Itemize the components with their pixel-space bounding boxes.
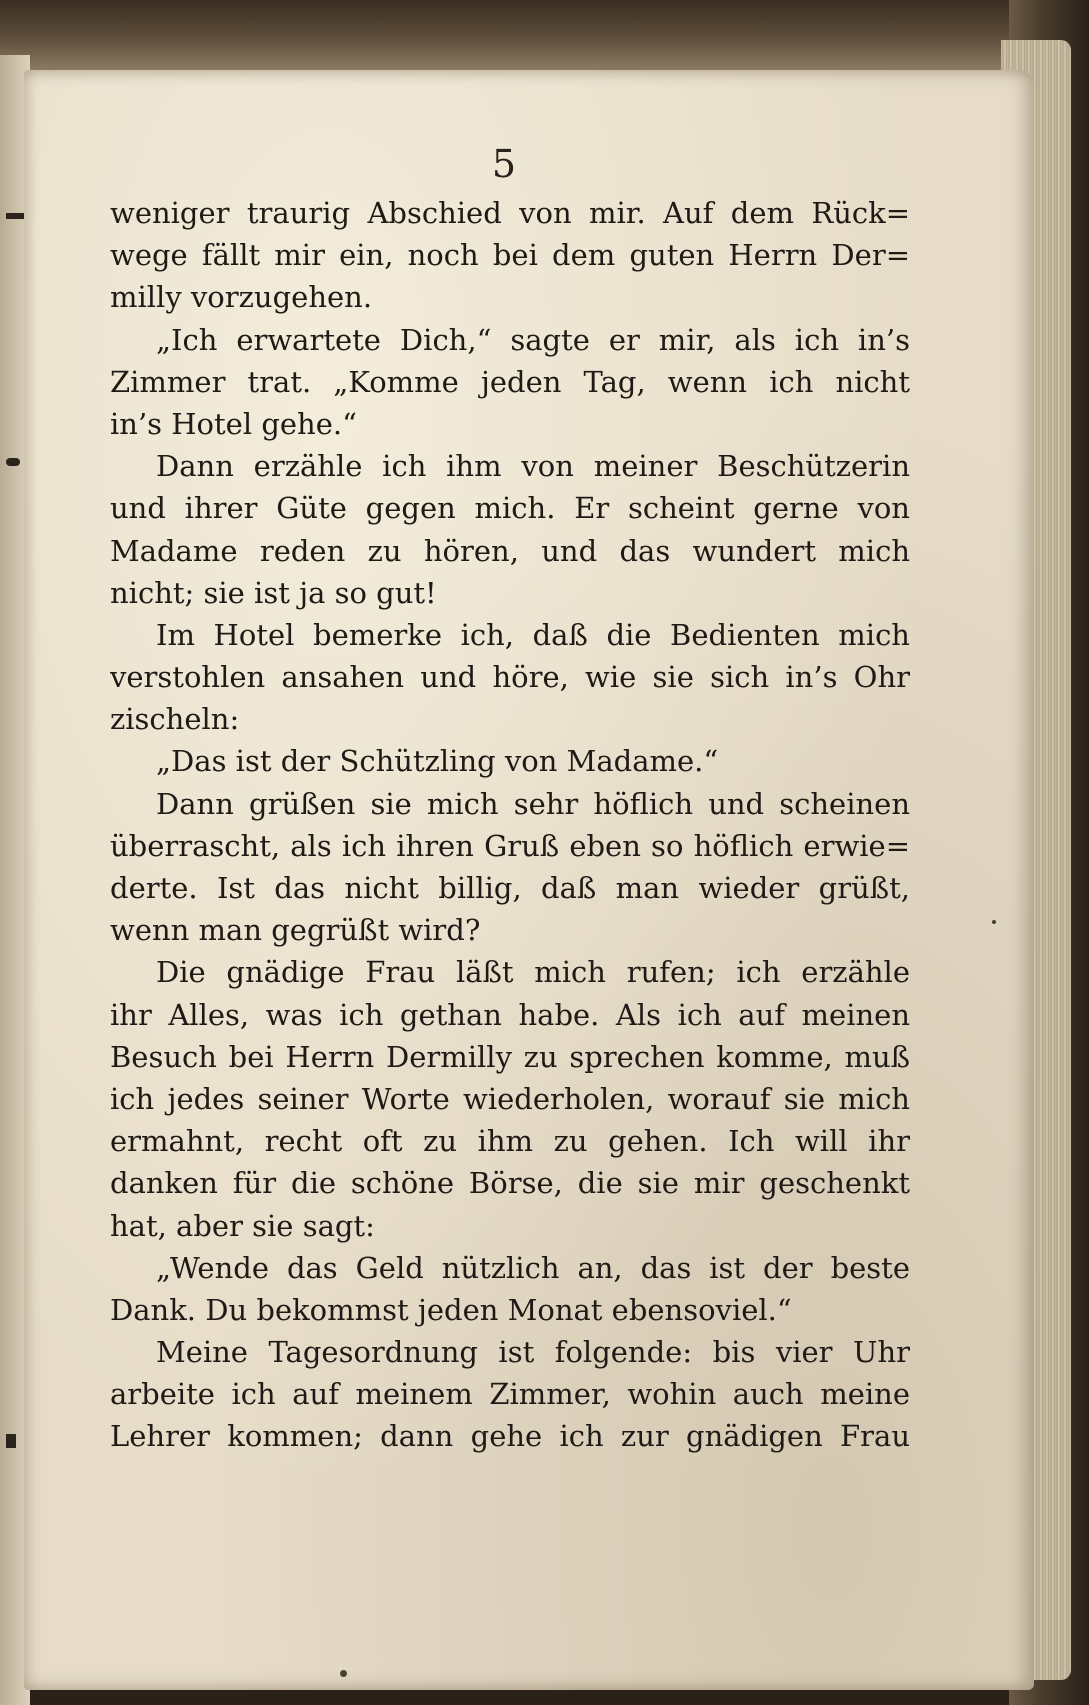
margin-mark (6, 1434, 16, 1448)
text-line: arbeite ich auf meinem Zimmer, wohin auch meine (110, 1377, 910, 1412)
page-number: 5 (491, 142, 517, 186)
text-line: „Wende das Geld nützlich an, das ist der beste (156, 1250, 910, 1285)
book-top-edge (0, 0, 1089, 70)
text-line: danken für die schöne Börse, die sie mir geschenkt (110, 1166, 910, 1201)
text-line: „Ich erwartete Dich,“ sagte er mir, als ich in’s (156, 322, 910, 357)
text-line: nicht; sie ist ja so gut! (110, 575, 437, 610)
text-line: milly vorzugehen. (110, 280, 373, 315)
text-line: Madame reden zu hören, und das wundert mich (110, 533, 910, 568)
text-line: Dank. Du bekommst jeden Monat ebensoviel.“ (110, 1292, 792, 1327)
ink-spot (992, 920, 996, 924)
margin-mark (6, 458, 20, 466)
text-line: in’s Hotel gehe.“ (110, 406, 357, 441)
text-line: ermahnt, recht oft zu ihm zu gehen. Ich will ihr (110, 1124, 910, 1159)
text-line: derte. Ist das nicht billig, daß man wieder grüßt, (110, 871, 910, 905)
text-line: weniger traurig Abschied von mir. Auf dem Rück= (110, 196, 910, 230)
text-line: Meine Tagesordnung ist folgende: bis vier Uhr (156, 1335, 910, 1370)
text-line: Zimmer trat. „Komme jeden Tag, wenn ich nicht (110, 364, 910, 399)
text-line: und ihrer Güte gegen mich. Er scheint gerne von (110, 491, 910, 526)
text-line: Die gnädige Frau läßt mich rufen; ich erzähle (156, 955, 910, 990)
text-line: Dann erzähle ich ihm von meiner Beschützerin (156, 449, 910, 484)
text-line: Dann grüßen sie mich sehr höflich und scheinen (156, 786, 910, 821)
page-text (110, 192, 910, 1458)
text-line: ihr Alles, was ich gethan habe. Als ich auf meinen (110, 997, 910, 1032)
text-line: Im Hotel bemerke ich, daß die Bedienten mich (156, 617, 910, 652)
book-page (24, 70, 1034, 1690)
text-line: überrascht, als ich ihren Gruß eben so höflich erwie= (110, 828, 910, 863)
text-line: Besuch bei Herrn Dermilly zu sprechen komme, muß (110, 1039, 910, 1074)
text-line: hat, aber sie sagt: (110, 1208, 375, 1243)
text-line: wenn man gegrüßt wird? (110, 913, 481, 948)
text-line: wege fällt mir ein, noch bei dem guten Herrn Der= (110, 238, 910, 273)
text-line: zischeln: (110, 702, 240, 737)
text-line: ich jedes seiner Worte wiederholen, worauf sie mich (110, 1081, 910, 1116)
text-line: „Das ist der Schützling von Madame.“ (156, 744, 719, 779)
ink-spot (340, 1670, 347, 1677)
text-line: Lehrer kommen; dann gehe ich zur gnädigen Frau (110, 1419, 910, 1454)
text-line: verstohlen ansahen und höre, wie sie sich in’s Ohr (110, 660, 910, 695)
